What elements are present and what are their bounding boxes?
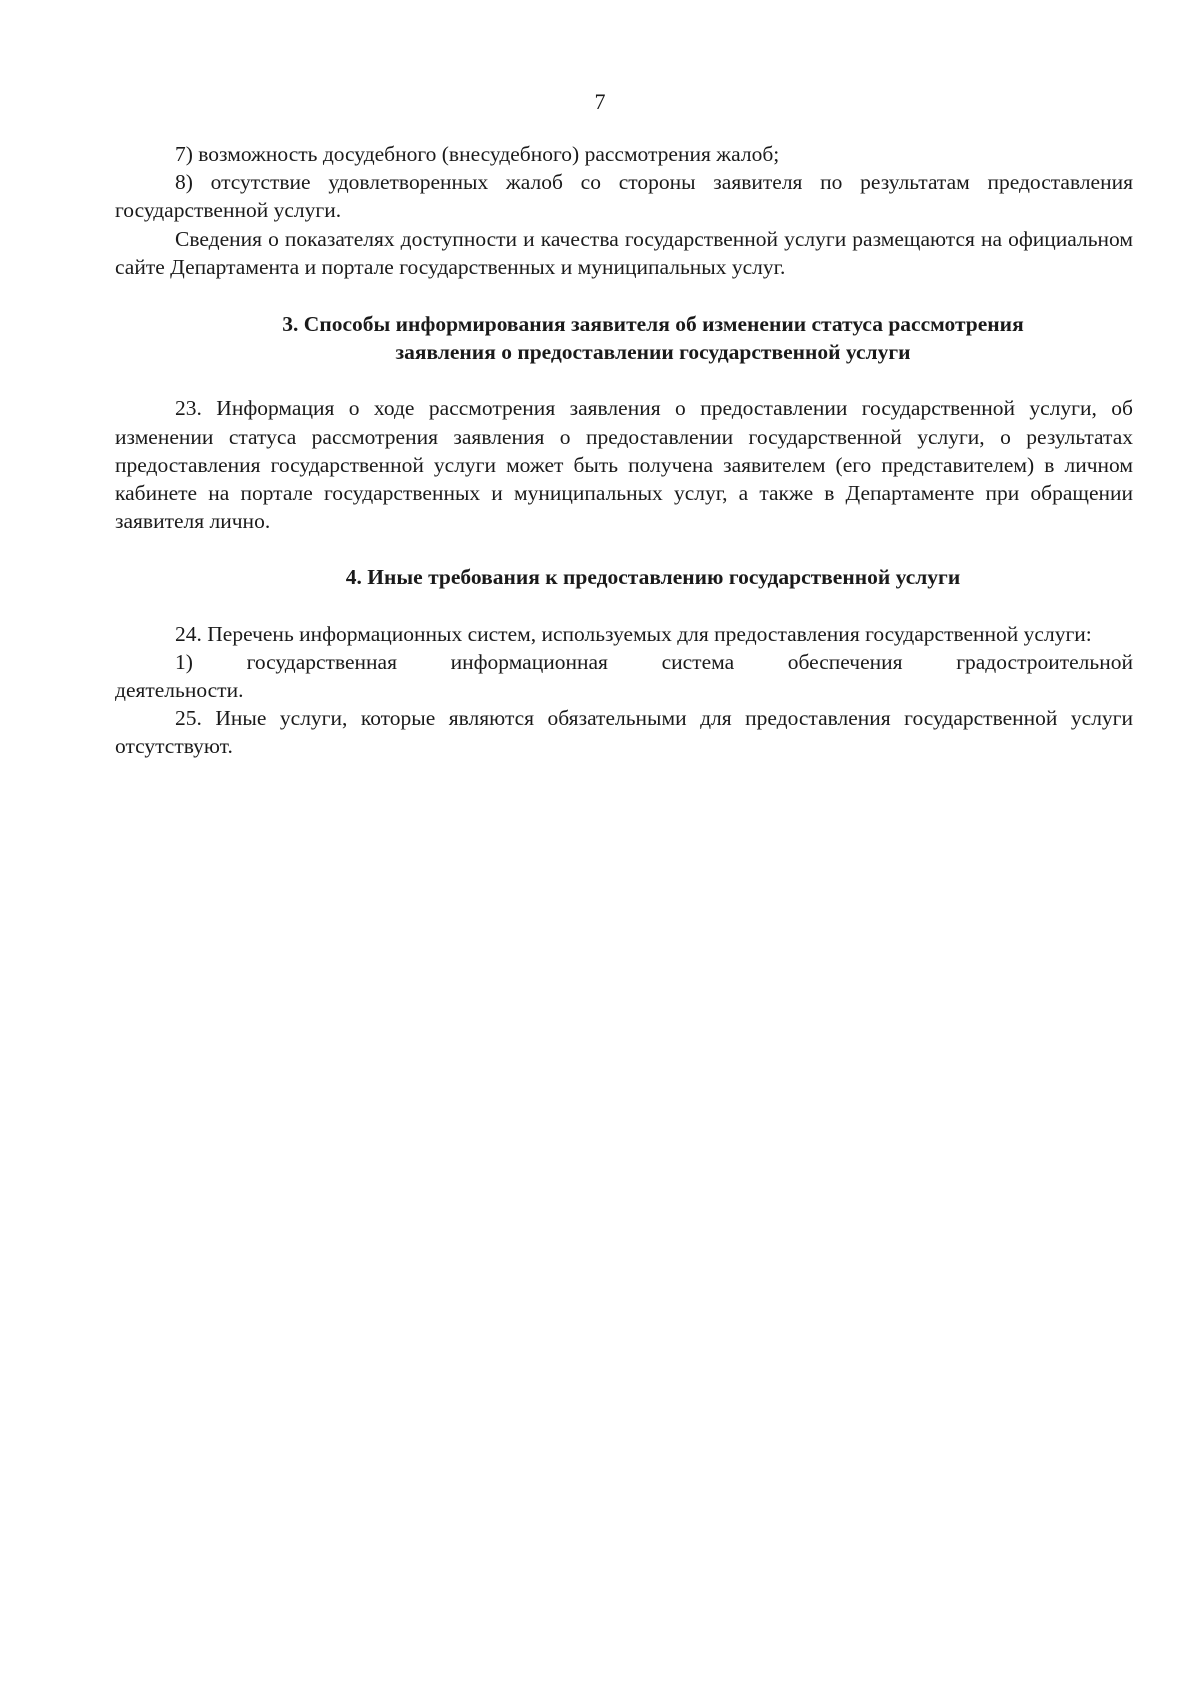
list-item-1-word: государственная (246, 649, 397, 674)
list-item-1-word: обеспечения (787, 649, 903, 674)
list-item-1-continuation: деятельности. (115, 678, 244, 703)
section-3-heading-line-2: заявления о предоставлении государственной услуги (395, 340, 911, 365)
paragraph-indicators-info: Сведения о показателях доступности и качества государственной услуги размещаются на официальном сайте Департамента и портале государственных и муниципальных услуг. (115, 226, 1133, 279)
section-3-heading (115, 310, 1133, 366)
paragraph-23: 23. Информация о ходе рассмотрения заявления о предоставлении государственной услуги, об изменении статуса рассмотрения заявления о предоставлении государственной услуги, о результатах предоставления государственной услуги может быть получена заявителем (его представителем) в личном кабинете на портале государственных и муниципальных услуг, а также в Департаменте при обращении заявителя лично. (115, 396, 1133, 534)
section-4-heading: 4. Иные требования к предоставлению государственной услуги (345, 565, 961, 590)
paragraph-24: 24. Перечень информационных систем, используемых для предоставления государственной услуги: (175, 621, 1092, 646)
list-item-1-word: градостроительной (956, 649, 1133, 674)
paragraph-item-8: 8) отсутствие удовлетворенных жалоб со стороны заявителя по результатам предоставления государственной услуги. (115, 170, 1133, 223)
list-item-1-word: информационная (450, 649, 608, 674)
section-3-heading-line-1: 3. Способы информирования заявителя об изменении статуса рассмотрения (282, 312, 1024, 337)
document-body (115, 140, 1133, 761)
page-number: 7 (594, 89, 606, 114)
list-item-1-word: 1) (175, 649, 193, 674)
list-item-1-word: система (661, 649, 735, 674)
paragraph-item-7: 7) возможность досудебного (внесудебного) рассмотрения жалоб; (175, 142, 780, 166)
list-item-1-line (115, 648, 1133, 676)
paragraph-25: 25. Иные услуги, которые являются обязательными для предоставления государственной услуги отсутствуют. (115, 706, 1133, 759)
